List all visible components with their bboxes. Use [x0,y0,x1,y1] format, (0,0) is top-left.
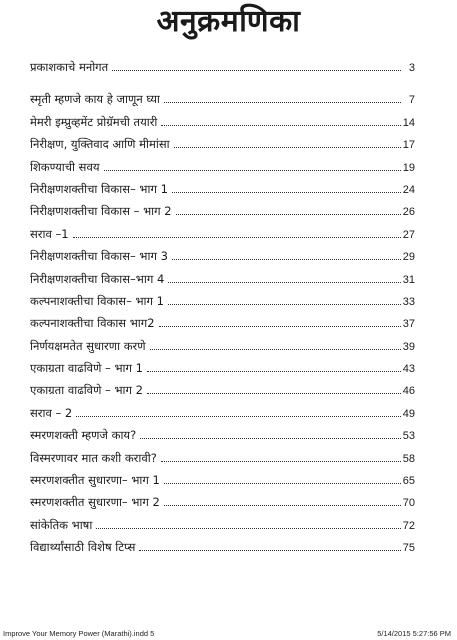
toc-page-number: 37 [402,318,415,331]
toc-page-number: 24 [402,183,415,196]
toc-entry [30,88,415,110]
toc-entry-label: कल्पनाशक्तीचा विकास– भाग 1 [30,293,164,308]
toc-dot-leader [164,483,401,484]
toc-dot-leader [168,282,400,283]
toc-page-number: 14 [402,116,415,129]
toc-entry [30,469,415,491]
toc-entry-label: स्मरणशक्तीत सुधारणा– भाग 1 [30,473,160,488]
toc-page-number: 26 [402,206,415,219]
toc-dot-leader [159,326,401,327]
toc-page-number: 29 [402,251,415,264]
toc-entry [30,223,415,245]
toc-page-number: 27 [402,228,415,241]
toc-entry-label: सराव –1 [30,226,69,241]
toc-dot-leader [164,102,401,103]
toc-entry-label: एकाग्रता वाढविणे – भाग 1 [30,361,143,376]
toc-dot-leader [161,125,400,126]
toc-entry [30,268,415,290]
toc-entry [30,424,415,446]
toc-entry [30,290,415,312]
toc-entry [30,491,415,513]
page-title: अनुक्रमणिका [156,4,301,39]
toc-entry-label: प्रकाशकाचे मनोगत [30,60,109,74]
print-footer [0,626,457,638]
toc-entry-label: मेमरी इम्प्रुव्हमेंट प्रोग्रॅमची तयारी [30,114,158,129]
toc-page-number: 43 [402,363,415,376]
toc-entry-label: निर्णयक्षमतेत सुधारणा करणे [30,338,146,353]
toc-entry-label: स्मृती म्हणजे काय हे जाणून घ्या [30,92,160,107]
toc-dot-leader [147,371,401,372]
toc-entry-label: निरीक्षणशक्तीचा विकास– भाग 3 [30,249,168,264]
toc-page-number: 65 [402,475,415,488]
toc-entry-label: स्मरणशक्ती म्हणजे काय? [30,428,137,443]
toc-page-number: 3 [408,62,415,74]
toc-page-number: 17 [402,139,415,152]
toc-entry [30,402,415,424]
toc-entry-label: निरीक्षणशक्तीचा विकास– भाग 1 [30,181,168,196]
toc-entry-label: स्मरणशक्तीत सुधारणा– भाग 2 [30,495,160,510]
toc-page-number: 7 [408,94,415,107]
toc-page-number: 72 [402,519,415,532]
toc-page-number: 39 [402,340,415,353]
toc-entry-label: विस्मरणावर मात कशी करावी? [30,450,157,465]
toc-entry-label: सराव – 2 [30,405,73,420]
toc-dot-leader [104,170,401,171]
toc-dot-leader [96,528,400,529]
toc-entry-label: निरीक्षण, युक्तिवाद आणि मीमांसा [30,137,170,152]
toc-dot-leader [140,438,401,439]
toc-entry [30,111,415,133]
toc-entry [30,245,415,267]
toc-entry [30,357,415,379]
toc-page-number: 31 [402,273,415,286]
toc-entry-label: कल्पनाशक्तीचा विकास भाग2 [30,316,155,331]
toc-entry-label: सांकेतिक भाषा [30,517,93,532]
toc-page-number: 46 [402,385,415,398]
table-of-contents [30,56,415,559]
toc-dot-leader [76,416,401,417]
toc-dot-leader [174,147,401,148]
toc-dot-leader [176,214,401,215]
toc-entry-label: विद्यार्थ्यांसाठी विशेष टिप्स [30,540,136,555]
toc-entry [30,335,415,357]
toc-entry-label: निरीक्षणशक्तीचा विकास–भाग 4 [30,271,165,286]
toc-entry [30,200,415,222]
toc-page-number: 19 [402,161,415,174]
toc-dot-leader [164,505,401,506]
toc-page-number: 75 [402,542,415,555]
toc-entry [30,379,415,401]
toc-dot-leader [150,349,401,350]
toc-entry [30,447,415,469]
toc-page-number: 49 [402,407,415,420]
toc-dot-leader [161,461,401,462]
toc-entry [30,178,415,200]
toc-dot-leader [73,237,401,238]
footer-timestamp: 5/14/2015 5:27:56 PM [377,629,451,638]
toc-entry [30,133,415,155]
footer-file-name: Improve Your Memory Power (Marathi).indd 5 [3,629,155,638]
toc-dot-leader [147,393,401,394]
toc-entry [30,514,415,536]
toc-dot-leader [172,192,401,193]
toc-dot-leader [112,70,401,71]
toc-page-number: 70 [402,497,415,510]
toc-entry [30,312,415,334]
toc-dot-leader [139,550,400,551]
toc-entry-label: एकाग्रता वाढविणे – भाग 2 [30,383,143,398]
toc-entry-label: निरीक्षणशक्तीचा विकास – भाग 2 [30,204,172,219]
toc-entry [30,56,415,78]
toc-page-number: 58 [402,452,415,465]
toc-entry [30,536,415,558]
toc-entry-label: शिकण्याची सवय [30,159,100,174]
toc-dot-leader [172,259,401,260]
toc-page-number: 33 [402,295,415,308]
toc-dot-leader [168,304,401,305]
toc-page-number: 53 [402,430,415,443]
toc-entry [30,156,415,178]
